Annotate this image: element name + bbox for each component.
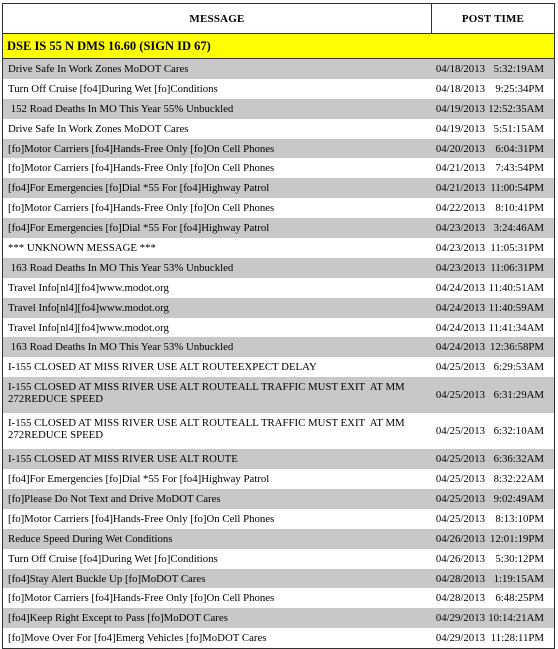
message-log-table <box>2 3 555 649</box>
table-row <box>3 549 554 569</box>
table-row <box>3 377 554 413</box>
table-row <box>3 628 554 648</box>
post-time-cell <box>431 509 554 529</box>
message-cell: I-155 CLOSED AT MISS RIVER USE ALT ROUTEALL TRAFFIC MUST EXIT AT MM 272REDUCE SPEED <box>8 417 408 442</box>
table-row <box>3 238 554 258</box>
post-date: 04/29/2013 <box>435 612 485 625</box>
message-cell: Travel Info[nl4][fo4]www.modot.org <box>8 301 169 314</box>
sign-title: DSE IS 55 N DMS 16.60 (SIGN ID 67) <box>3 34 554 59</box>
post-date: 04/24/2013 <box>435 341 485 354</box>
post-time-cell <box>431 608 554 628</box>
post-time-cell <box>431 139 554 159</box>
post-time: 3:24:46AM <box>493 222 544 235</box>
post-time: 11:40:51AM <box>488 281 544 294</box>
post-time-cell <box>431 238 554 258</box>
post-date: 04/25/2013 <box>435 361 485 374</box>
table-row <box>3 529 554 549</box>
post-date: 04/25/2013 <box>435 473 485 486</box>
post-time: 1:19:15AM <box>493 572 544 585</box>
post-date: 04/23/2013 <box>435 261 485 274</box>
table-row <box>3 509 554 529</box>
post-time: 11:06:31PM <box>490 261 544 274</box>
post-time-cell <box>431 158 554 178</box>
post-time-cell <box>431 628 554 648</box>
message-cell: [fo]Please Do Not Text and Drive MoDOT Cares <box>8 492 221 505</box>
message-cell: Reduce Speed During Wet Conditions <box>8 532 173 545</box>
post-date: 04/20/2013 <box>435 142 485 155</box>
post-date: 04/25/2013 <box>435 389 485 402</box>
post-time-cell <box>431 99 554 119</box>
table-row <box>3 178 554 198</box>
table-row <box>3 198 554 218</box>
post-date: 04/21/2013 <box>435 182 485 195</box>
post-time-cell <box>431 469 554 489</box>
message-cell: Travel Info[nl4][fo4]www.modot.org <box>8 281 169 294</box>
table-row <box>3 449 554 469</box>
post-time: 6:36:32AM <box>493 453 544 466</box>
message-cell: 152 Road Deaths In MO This Year 55% Unbuckled <box>8 102 234 115</box>
message-cell: I-155 CLOSED AT MISS RIVER USE ALT ROUTEALL TRAFFIC MUST EXIT AT MM 272REDUCE SPEED <box>8 381 408 406</box>
post-date: 04/26/2013 <box>435 532 485 545</box>
post-time: 8:13:10PM <box>495 512 544 525</box>
message-cell: [fo]Motor Carriers [fo4]Hands-Free Only [fo]On Cell Phones <box>8 162 275 175</box>
post-date: 04/28/2013 <box>435 572 485 585</box>
table-row <box>3 59 554 79</box>
post-date: 04/21/2013 <box>435 162 485 175</box>
message-cell: *** UNKNOWN MESSAGE *** <box>8 241 156 254</box>
post-date: 04/25/2013 <box>435 512 485 525</box>
message-cell: [fo4]Stay Alert Buckle Up [fo]MoDOT Cares <box>8 572 206 585</box>
post-time-cell <box>431 198 554 218</box>
post-time-column-header: POST TIME <box>461 12 525 25</box>
post-date: 04/24/2013 <box>435 301 485 314</box>
table-row <box>3 139 554 159</box>
message-cell: [fo]Motor Carriers [fo4]Hands-Free Only [fo]On Cell Phones <box>8 142 275 155</box>
table-row <box>3 489 554 509</box>
post-time: 6:32:10AM <box>493 425 544 438</box>
table-row <box>3 99 554 119</box>
post-time-cell <box>431 258 554 278</box>
table-row <box>3 278 554 298</box>
table-row <box>3 357 554 377</box>
post-time: 12:01:19PM <box>490 532 544 545</box>
post-date: 04/23/2013 <box>435 222 485 235</box>
post-time-cell <box>431 529 554 549</box>
post-time-cell <box>431 449 554 469</box>
post-time-cell <box>431 588 554 608</box>
post-date: 04/24/2013 <box>435 321 485 334</box>
post-date: 04/19/2013 <box>435 122 485 135</box>
post-time-cell <box>431 357 554 377</box>
post-time: 11:28:11PM <box>490 632 544 645</box>
message-cell: Drive Safe In Work Zones MoDOT Cares <box>8 62 189 75</box>
table-row <box>3 608 554 628</box>
post-time: 6:31:29AM <box>493 389 544 402</box>
table-header <box>3 4 554 34</box>
post-time: 6:48:25PM <box>495 592 544 605</box>
table-row <box>3 258 554 278</box>
table-row <box>3 79 554 99</box>
post-time: 9:02:49AM <box>493 492 544 505</box>
post-time-cell <box>431 298 554 318</box>
post-time: 5:30:12PM <box>495 552 544 565</box>
table-body <box>3 59 554 648</box>
message-column-header: MESSAGE <box>3 4 432 33</box>
post-time: 11:05:31PM <box>490 241 544 254</box>
message-cell: Travel Info[nl4][fo4]www.modot.org <box>8 321 169 334</box>
post-date: 04/26/2013 <box>435 552 485 565</box>
post-time: 8:32:22AM <box>493 473 544 486</box>
post-time: 11:40:59AM <box>488 301 544 314</box>
message-cell: [fo]Motor Carriers [fo4]Hands-Free Only [fo]On Cell Phones <box>8 202 275 215</box>
post-time: 5:32:19AM <box>493 62 544 75</box>
post-time-cell <box>431 218 554 238</box>
post-time: 8:10:41PM <box>495 202 544 215</box>
message-cell: [fo4]For Emergencies [fo]Dial *55 For [fo4]Highway Patrol <box>8 473 270 486</box>
post-date: 04/18/2013 <box>435 82 485 95</box>
post-time: 7:43:54PM <box>495 162 544 175</box>
table-row <box>3 158 554 178</box>
table-row <box>3 298 554 318</box>
post-time-cell <box>431 278 554 298</box>
message-cell: [fo]Move Over For [fo4]Emerg Vehicles [fo]MoDOT Cares <box>8 632 267 645</box>
post-time-cell <box>431 337 554 357</box>
post-time: 9:25:34PM <box>495 82 544 95</box>
post-time: 11:00:54PM <box>490 182 544 195</box>
table-row <box>3 413 554 449</box>
post-time-cell <box>431 79 554 99</box>
post-date: 04/18/2013 <box>435 62 485 75</box>
post-time-cell <box>431 377 554 413</box>
post-time: 12:52:35AM <box>488 102 544 115</box>
post-time-cell <box>431 413 554 449</box>
post-time: 10:14:21AM <box>488 612 544 625</box>
message-cell: [fo4]Keep Right Except to Pass [fo]MoDOT Cares <box>8 612 228 625</box>
post-date: 04/24/2013 <box>435 281 485 294</box>
post-date: 04/25/2013 <box>435 425 485 438</box>
message-cell: I-155 CLOSED AT MISS RIVER USE ALT ROUTEEXPECT DELAY <box>8 361 317 374</box>
message-cell: [fo4]For Emergencies [fo]Dial *55 For [fo4]Highway Patrol <box>8 222 270 235</box>
post-date: 04/28/2013 <box>435 592 485 605</box>
message-cell: Turn Off Cruise [fo4]During Wet [fo]Conditions <box>8 552 218 565</box>
post-time-cell <box>431 318 554 338</box>
post-time-cell <box>431 119 554 139</box>
post-time: 6:04:31PM <box>495 142 544 155</box>
post-time: 5:51:15AM <box>493 122 544 135</box>
post-date: 04/25/2013 <box>435 453 485 466</box>
post-date: 04/23/2013 <box>435 241 485 254</box>
post-time: 11:41:34AM <box>488 321 544 334</box>
post-time-cell <box>431 549 554 569</box>
post-date: 04/22/2013 <box>435 202 485 215</box>
post-date: 04/25/2013 <box>435 492 485 505</box>
message-cell: 163 Road Deaths In MO This Year 53% Unbuckled <box>8 261 234 274</box>
post-date: 04/19/2013 <box>435 102 485 115</box>
table-row <box>3 218 554 238</box>
post-time-cell <box>431 569 554 589</box>
message-cell: Drive Safe In Work Zones MoDOT Cares <box>8 122 189 135</box>
table-row <box>3 469 554 489</box>
post-date: 04/29/2013 <box>435 632 485 645</box>
post-time-cell <box>431 178 554 198</box>
message-cell: [fo]Motor Carriers [fo4]Hands-Free Only [fo]On Cell Phones <box>8 592 275 605</box>
message-cell: 163 Road Deaths In MO This Year 53% Unbuckled <box>8 341 234 354</box>
message-cell: I-155 CLOSED AT MISS RIVER USE ALT ROUTE <box>8 453 238 466</box>
table-row <box>3 569 554 589</box>
table-row <box>3 588 554 608</box>
message-cell: [fo]Motor Carriers [fo4]Hands-Free Only [fo]On Cell Phones <box>8 512 275 525</box>
message-cell: Turn Off Cruise [fo4]During Wet [fo]Conditions <box>8 82 218 95</box>
table-row <box>3 318 554 338</box>
post-time-cell <box>431 59 554 79</box>
message-cell: [fo4]For Emergencies [fo]Dial *55 For [fo4]Highway Patrol <box>8 182 270 195</box>
post-time: 12:36:58PM <box>490 341 544 354</box>
post-time-cell <box>431 489 554 509</box>
post-time: 6:29:53AM <box>493 361 544 374</box>
table-row <box>3 337 554 357</box>
table-row <box>3 119 554 139</box>
